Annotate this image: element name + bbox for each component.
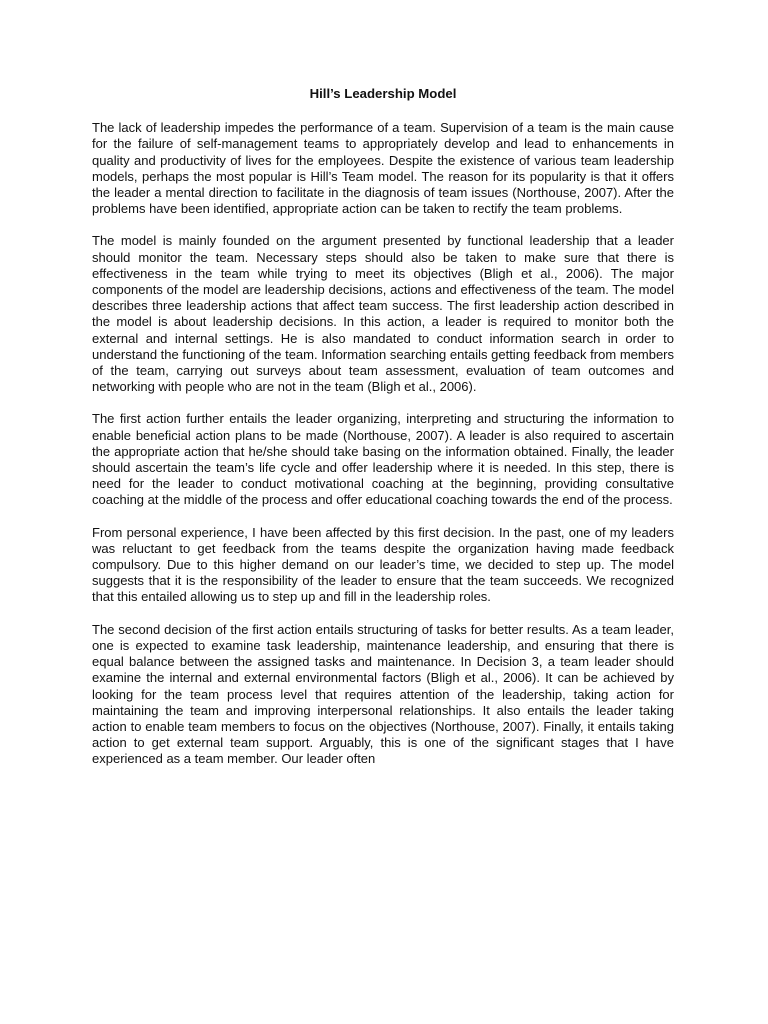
paragraph-5: The second decision of the first action entails structuring of tasks for better results. As a team leader, one is expected to examine task leadership, maintenance leadership, and ensuring that there is equal balance between the assigned tasks and maintenance. In Decision 3, a team leader should examine the internal and external environmental factors (Bligh et al., 2006). It can be achieved by looking for the team process level that requires attention of the leadership, taking action for maintaining the team and improving interpersonal relationships. It also entails the leader taking action to enable team members to focus on the objectives (Northouse, 2007). Finally, it entails taking action to get external team support. Arguably, this is one of the significant stages that I have experienced as a team member. Our leader often: [92, 621, 674, 767]
paragraph-1: The lack of leadership impedes the performance of a team. Supervision of a team is the main cause for the failure of self-management teams to appropriately develop and lead to enhancements in quality and productivity of lives for the employees. Despite the existence of various team leadership models, perhaps the most popular is Hill’s Team model. The reason for its popularity is that it offers the leader a mental direction to facilitate in the diagnosis of team issues (Northouse, 2007). After the problems have been identified, appropriate action can be taken to rectify the team problems.: [92, 120, 674, 217]
document-body: [92, 86, 674, 784]
document-title: Hill’s Leadership Model: [309, 86, 457, 101]
paragraph-3: The first action further entails the leader organizing, interpreting and structuring the information to enable beneficial action plans to be made (Northouse, 2007). A leader is also required to ascertain the appropriate action that he/she should take basing on the information obtained. Finally, the leader should ascertain the team’s life cycle and offer leadership where it is needed. In this step, there is need for the leader to conduct motivational coaching at the beginning, providing consultative coaching at the middle of the process and offer educational coaching towards the end of the process.: [92, 411, 674, 508]
paragraph-2: The model is mainly founded on the argument presented by functional leadership that a leader should monitor the team. Necessary steps should also be taken to make sure that there is effectiveness in the team while trying to meet its objectives (Bligh et al., 2006). The major components of the model are leadership decisions, actions and effectiveness of the team. The model describes three leadership actions that affect team success. The first leadership action described in the model is about leadership decisions. In this action, a leader is required to monitor both the external and internal settings. He is also mandated to conduct information search in order to understand the functioning of the team. Information searching entails getting feedback from members of the team, carrying out surveys about team assessment, evaluation of team outcomes and networking with people who are not in the team (Bligh et al., 2006).: [92, 233, 674, 395]
paragraph-4: From personal experience, I have been affected by this first decision. In the past, one of my leaders was reluctant to get feedback from the teams despite the organization having made feedback compulsory. Due to this higher demand on our leader’s time, we decided to step up. The model suggests that it is the responsibility of the leader to ensure that the team succeeds. We recognized that this entailed allowing us to step up and fill in the leadership roles.: [92, 524, 674, 605]
